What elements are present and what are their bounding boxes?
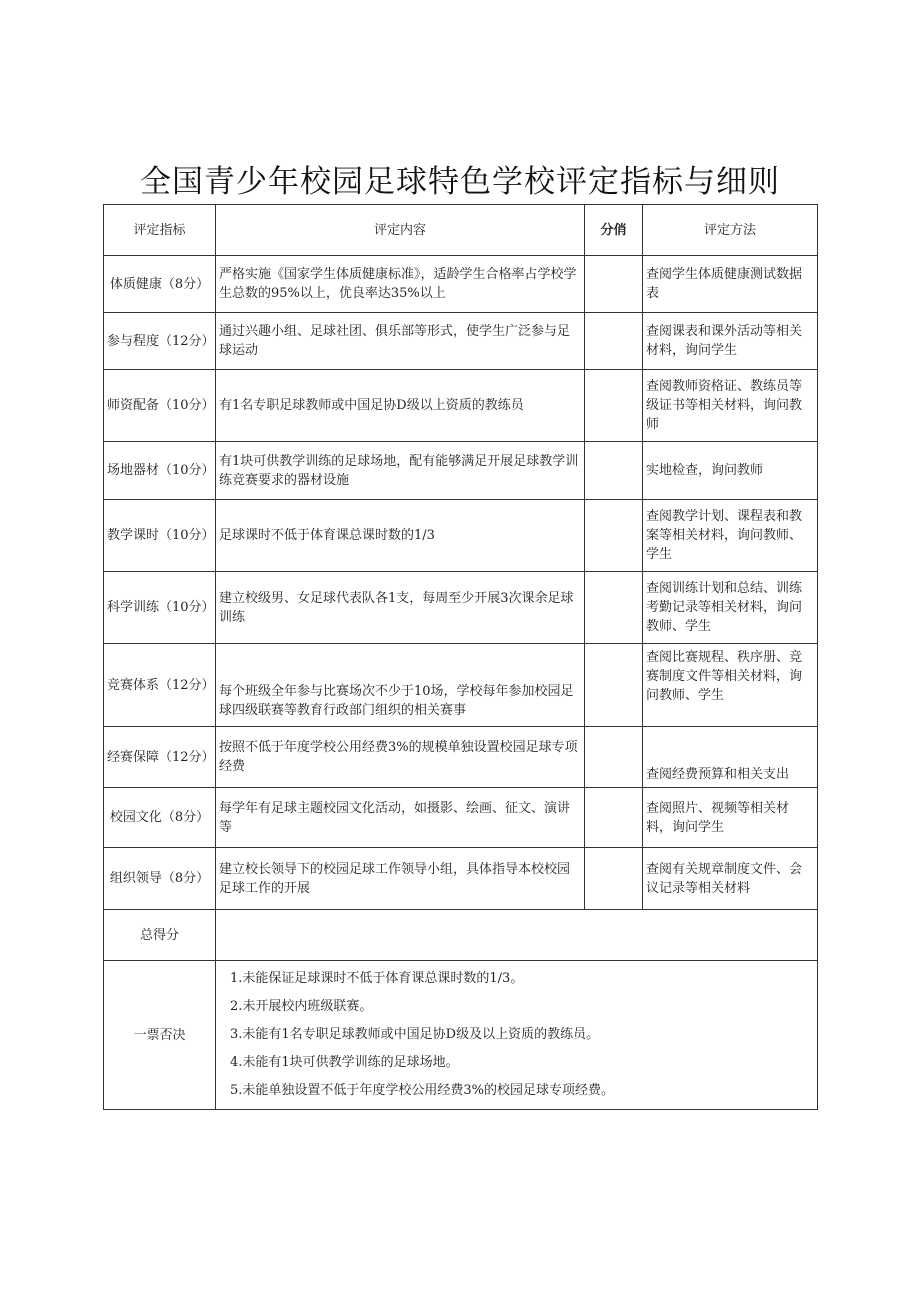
row-indicator: 科学训练（10分）: [104, 572, 216, 644]
row-method: 查阅教学计划、课程表和教案等相关材料，询问教师、学生: [643, 500, 818, 572]
veto-label: 一票否决: [104, 961, 216, 1110]
header-score: 分俏: [585, 205, 643, 256]
veto-list: [216, 961, 818, 1110]
table-row: [104, 572, 818, 644]
row-indicator: 校园文化（8分）: [104, 788, 216, 848]
table-row: [104, 644, 818, 727]
row-indicator: 经赛保障（12分）: [104, 727, 216, 788]
row-method: 实地检查，询问教师: [643, 442, 818, 500]
row-indicator: 参与程度（12分）: [104, 313, 216, 370]
table-row: [104, 848, 818, 910]
row-indicator: 组织领导（8分）: [104, 848, 216, 910]
table-row: [104, 313, 818, 370]
table-header-row: [104, 205, 818, 256]
row-content: 有1名专职足球教师或中国足协D级以上资质的教练员: [216, 370, 585, 442]
row-method: 查阅教师资格证、教练员等级证书等相关材料，询问教师: [643, 370, 818, 442]
row-score: [585, 500, 643, 572]
table-row: [104, 788, 818, 848]
veto-item: 4.未能有1块可供教学训练的足球场地。: [230, 1055, 459, 1070]
row-content: 足球课时不低于体育课总课时数的1/3: [216, 500, 585, 572]
row-score: [585, 644, 643, 727]
veto-item: 3.未能有1名专职足球教师或中国足协D级及以上资质的教练员。: [230, 1027, 600, 1042]
row-indicator: 竞赛体系（12分）: [104, 644, 216, 727]
row-score: [585, 572, 643, 644]
row-method: 查阅照片、视频等相关材料，询问学生: [643, 788, 818, 848]
table-row: [104, 442, 818, 500]
row-content: 严格实施《国家学生体质健康标准》，适龄学生合格率占学校学生总数的95%以上，优良率达35%以上: [216, 256, 585, 313]
row-method: 查阅学生体质健康测试数据表: [643, 256, 818, 313]
table-row: [104, 727, 818, 788]
veto-item: 2.未开展校内班级联赛。: [230, 999, 373, 1014]
header-indicator: 评定指标: [104, 205, 216, 256]
row-score: [585, 442, 643, 500]
page-title: 全国青少年校园足球特色学校评定指标与细则: [140, 164, 780, 200]
total-value: [216, 910, 818, 961]
row-score: [585, 788, 643, 848]
veto-item: 5.未能单独设置不低于年度学校公用经费3%的校园足球专项经费。: [230, 1083, 615, 1098]
row-indicator: 师资配备（10分）: [104, 370, 216, 442]
row-method: 查阅经费预算和相关支出: [643, 727, 818, 788]
table-row: [104, 256, 818, 313]
header-content: 评定内容: [216, 205, 585, 256]
row-method: 查阅训练计划和总结、训练考勤记录等相关材料，询问教师、学生: [643, 572, 818, 644]
total-label: 总得分: [104, 910, 216, 961]
table-row: [104, 370, 818, 442]
row-score: [585, 313, 643, 370]
row-content: 按照不低于年度学校公用经费3%的规模单独设置校园足球专项经费: [216, 727, 585, 788]
header-method: 评定方法: [643, 205, 818, 256]
row-indicator: 体质健康（8分）: [104, 256, 216, 313]
row-score: [585, 256, 643, 313]
row-indicator: 场地器材（10分）: [104, 442, 216, 500]
veto-item: 1.未能保证足球课时不低于体育课总课时数的1/3。: [230, 971, 524, 986]
row-content: 每个班级全年参与比赛场次不少于10场，学校每年参加校园足球四级联赛等教育行政部门组织的相关赛事: [216, 644, 585, 727]
row-score: [585, 848, 643, 910]
total-row: [104, 910, 818, 961]
row-content: 通过兴趣小组、足球社团、俱乐部等形式，使学生广泛参与足球运动: [216, 313, 585, 370]
row-score: [585, 727, 643, 788]
table-row: [104, 500, 818, 572]
row-method: 查阅课表和课外活动等相关材料，询问学生: [643, 313, 818, 370]
row-content: 每学年有足球主题校园文化活动，如摄影、绘画、征文、演讲等: [216, 788, 585, 848]
row-method: 查阅有关规章制度文件、会议记录等相关材料: [643, 848, 818, 910]
row-indicator: 教学课时（10分）: [104, 500, 216, 572]
row-method: 查阅比赛规程、秩序册、竞赛制度文件等相关材料，询问教师、学生: [643, 644, 818, 727]
row-content: 建立校级男、女足球代表队各1支，每周至少开展3次课余足球训练: [216, 572, 585, 644]
veto-row: [104, 961, 818, 1110]
row-content: 有1块可供教学训练的足球场地，配有能够满足开展足球教学训练竞赛要求的器材设施: [216, 442, 585, 500]
evaluation-table: [103, 204, 818, 1110]
row-score: [585, 370, 643, 442]
row-content: 建立校长领导下的校园足球工作领导小组，具体指导本校校园足球工作的开展: [216, 848, 585, 910]
